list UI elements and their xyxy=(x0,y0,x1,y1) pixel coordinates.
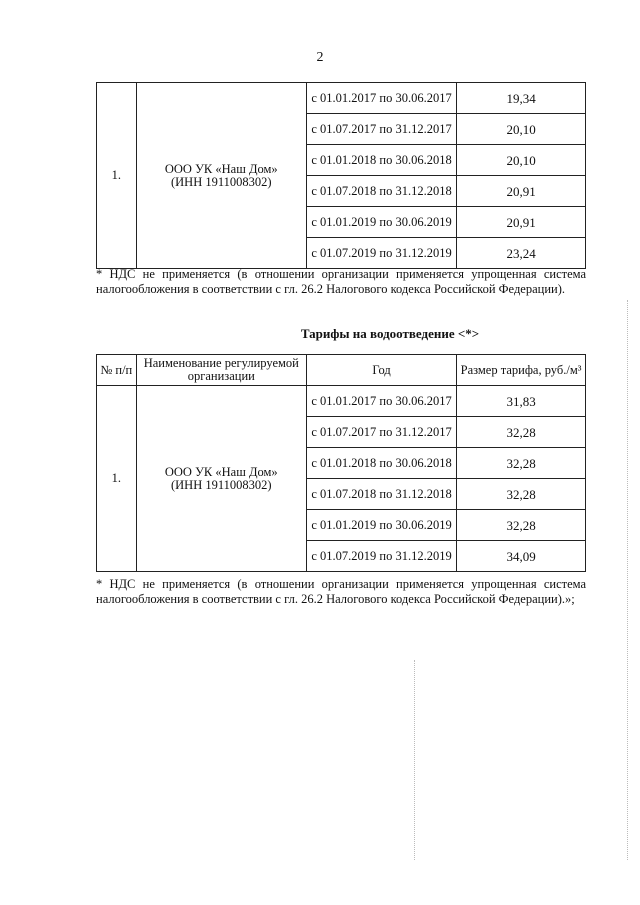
tariff-value-cell: 20,10 xyxy=(457,145,586,176)
header-tariff: Размер тарифа, руб./м³ xyxy=(457,355,586,386)
water-supply-tariff-table xyxy=(96,82,586,269)
tariff-value-cell: 32,28 xyxy=(457,510,586,541)
period-cell: с 01.07.2018 по 31.12.2018 xyxy=(307,176,457,207)
table-header-row xyxy=(97,355,586,386)
period-cell: с 01.07.2017 по 31.12.2017 xyxy=(307,417,457,448)
tariff-value-cell: 31,83 xyxy=(457,386,586,417)
header-number: № п/п xyxy=(97,355,137,386)
period-cell: с 01.07.2017 по 31.12.2017 xyxy=(307,114,457,145)
vat-footnote: * НДС не применяется (в отношении организации применяется упрощенная система налогообложения в соответствии с гл. 26.2 Налогового кодекса Российской Федерации).»; xyxy=(96,577,586,606)
period-cell: с 01.01.2018 по 30.06.2018 xyxy=(307,448,457,479)
vat-footnote: * НДС не применяется (в отношении организации применяется упрощенная система налогообложения в соответствии с гл. 26.2 Налогового кодекса Российской Федерации). xyxy=(96,267,586,296)
page-number: 2 xyxy=(316,50,324,65)
organization-inn: (ИНН 1911008302) xyxy=(170,174,272,189)
row-number-cell: 1. xyxy=(97,83,137,269)
tariff-value-cell: 23,24 xyxy=(457,238,586,269)
scan-artifact xyxy=(627,300,628,860)
header-organization: Наименование регулируемой организации xyxy=(136,355,306,386)
table-row xyxy=(97,386,586,417)
period-cell: с 01.07.2018 по 31.12.2018 xyxy=(307,479,457,510)
table-row xyxy=(97,83,586,114)
tariff-value-cell: 32,28 xyxy=(457,448,586,479)
tariff-value-cell: 19,34 xyxy=(457,83,586,114)
period-cell: с 01.01.2018 по 30.06.2018 xyxy=(307,145,457,176)
wastewater-tariff-table xyxy=(96,354,586,572)
tariff-value-cell: 20,91 xyxy=(457,176,586,207)
scan-artifact xyxy=(414,660,415,860)
organization-name: ООО УК «Наш Дом» xyxy=(164,161,278,176)
organization-cell xyxy=(136,83,306,269)
row-number-cell: 1. xyxy=(97,386,137,572)
organization-inn: (ИНН 1911008302) xyxy=(170,477,272,492)
period-cell: с 01.01.2017 по 30.06.2017 xyxy=(307,386,457,417)
tariff-value-cell: 32,28 xyxy=(457,479,586,510)
tariff-value-cell: 20,10 xyxy=(457,114,586,145)
organization-name: ООО УК «Наш Дом» xyxy=(164,464,278,479)
period-cell: с 01.01.2017 по 30.06.2017 xyxy=(307,83,457,114)
period-cell: с 01.07.2019 по 31.12.2019 xyxy=(307,541,457,572)
section-title: Тарифы на водоотведение <*> xyxy=(300,326,480,341)
tariff-value-cell: 20,91 xyxy=(457,207,586,238)
organization-cell xyxy=(136,386,306,572)
period-cell: с 01.01.2019 по 30.06.2019 xyxy=(307,510,457,541)
period-cell: с 01.01.2019 по 30.06.2019 xyxy=(307,207,457,238)
period-cell: с 01.07.2019 по 31.12.2019 xyxy=(307,238,457,269)
header-year: Год xyxy=(307,355,457,386)
tariff-value-cell: 34,09 xyxy=(457,541,586,572)
tariff-value-cell: 32,28 xyxy=(457,417,586,448)
